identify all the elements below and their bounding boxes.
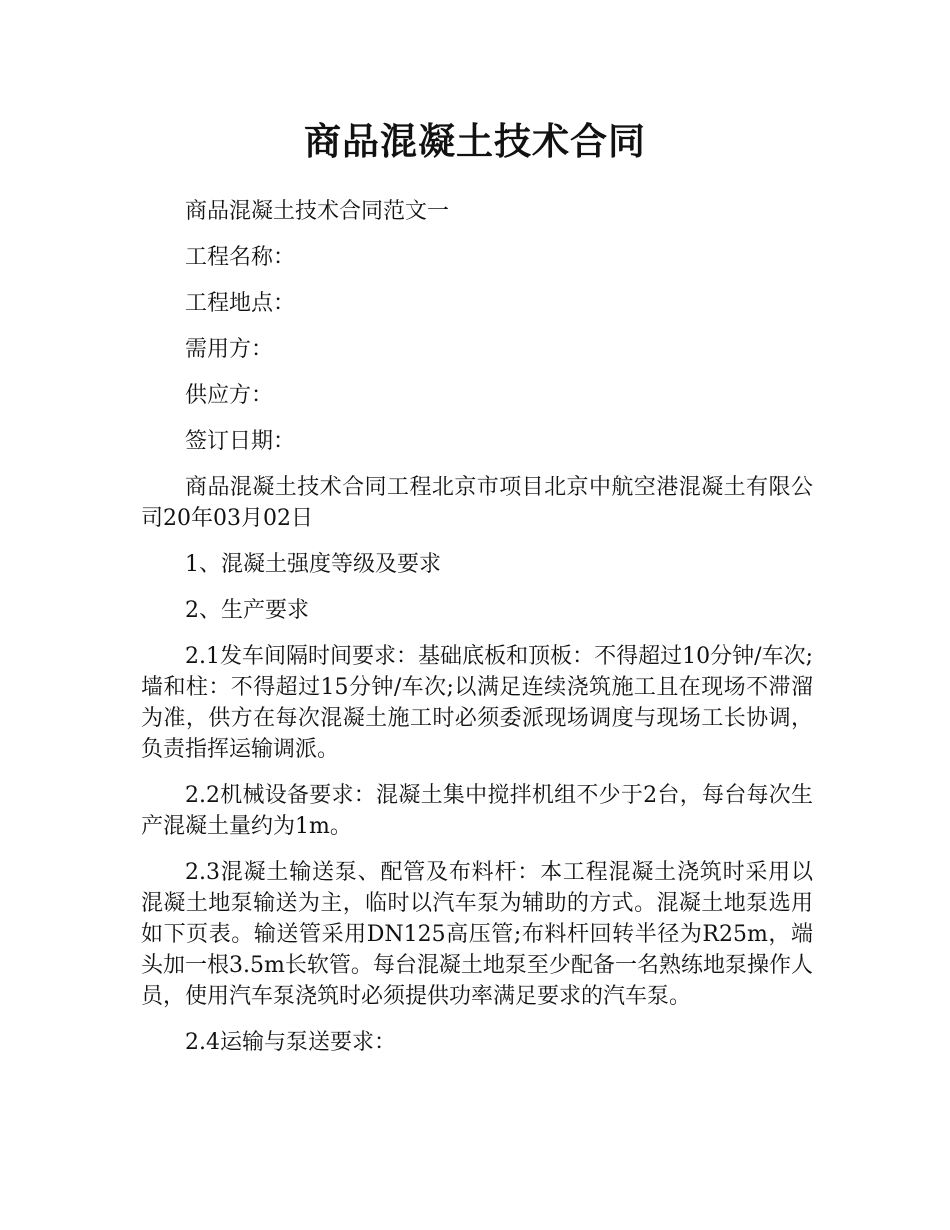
paragraph-section-1: 1、混凝土强度等级及要求 — [185, 552, 441, 577]
paragraph-section-2: 2、生产要求 — [185, 598, 309, 623]
paragraph-section-2-2: 2.2机械设备要求：混凝土集中搅拌机组不少于2台，每台每次生产混凝土量约为1m。 — [141, 783, 813, 839]
document-body — [141, 196, 813, 1073]
paragraph-project-location: 工程地点： — [185, 291, 296, 316]
paragraph-subtitle: 商品混凝土技术合同范文一 — [185, 199, 450, 224]
paragraph-contract-intro: 商品混凝土技术合同工程北京市项目北京中航空港混凝土有限公司20年03月02日 — [141, 475, 813, 531]
paragraph-section-2-1: 2.1发车间隔时间要求：基础底板和顶板：不得超过10分钟/车次;墙和柱：不得超过15分钟/车次;以满足连续浇筑施工且在现场不滞溜为准，供方在每次混凝土施工时必须委派现场调度与现场工长协调，负责指挥运输调派。 — [141, 644, 813, 762]
paragraph-sign-date: 签订日期： — [185, 429, 296, 454]
paragraph-buyer: 需用方： — [185, 337, 274, 362]
paragraph-section-2-3: 2.3混凝土输送泵、配管及布料杆：本工程混凝土浇筑时采用以混凝土地泵输送为主，临时以汽车泵为辅助的方式。混凝土地泵选用如下页表。输送管采用DN125高压管;布料杆回转半径为R25m，端头加一根3.5m长软管。每台混凝土地泵至少配备一名熟练地泵操作人员，使用汽车泵浇筑时必须提供功率满足要求的汽车泵。 — [141, 860, 813, 1009]
paragraph-section-2-4: 2.4运输与泵送要求： — [185, 1030, 396, 1055]
paragraph-supplier: 供应方： — [185, 383, 274, 408]
paragraph-project-name: 工程名称： — [185, 245, 296, 270]
document-title: 商品混凝土技术合同 — [304, 120, 646, 163]
